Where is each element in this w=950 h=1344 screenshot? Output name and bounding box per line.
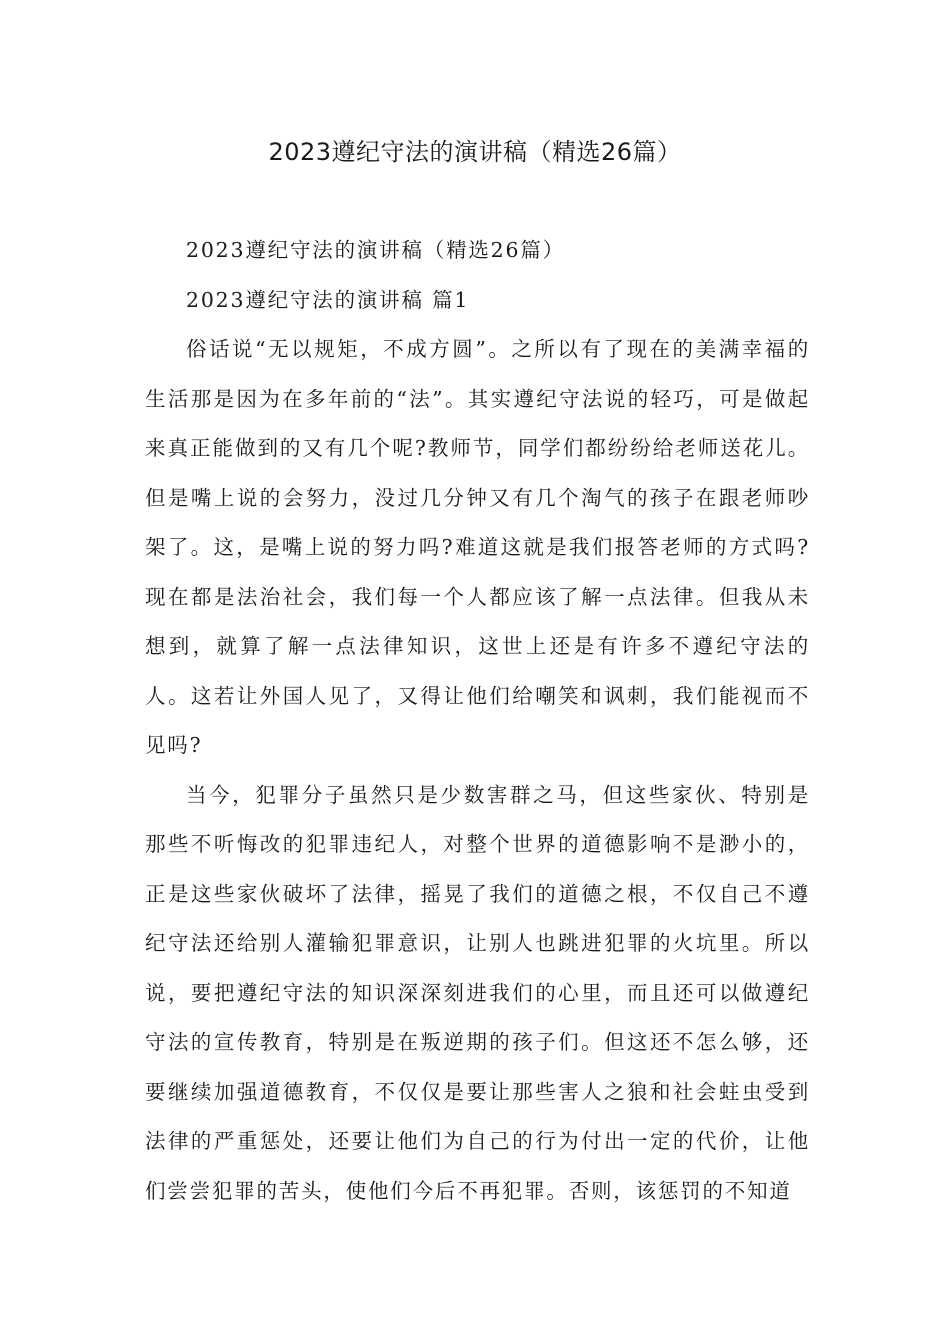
paragraph: 当今，犯罪分子虽然只是少数害群之马，但这些家伙、特别是那些不听悔改的犯罪违纪人，对整个世界的道德影响不是渺小的，正是这些家伙破坏了法律，摇晃了我们的道德之根，不仅自己不遵纪守法还给别人灌输犯罪意识，让别人也跳进犯罪的火坑里。所以说，要把遵纪守法的知识深深刻进我们的心里，而且还可以做遵纪守法的宣传教育，特别是在叛逆期的孩子们。但这还不怎么够，还要继续加强道德教育，不仅仅是要让那些害人之狼和社会蛀虫受到法律的严重惩处，还要让他们为自己的行为付出一定的代价，让他们尝尝犯罪的苦头，使他们今后不再犯罪。否则，该惩罚的不知道 bbox=[145, 782, 810, 1203]
section-heading: 2023遵纪守法的演讲稿 篇1 bbox=[186, 287, 470, 312]
paragraph: 俗话说“无以规矩，不成方圆”。之所以有了现在的美满幸福的生活那是因为在多年前的“法”。其实遵纪守法说的轻巧，可是做起来真正能做到的又有几个呢?教师节，同学们都纷纷给老师送花儿。但是嘴上说的会努力，没过几分钟又有几个淘气的孩子在跟老师吵架了。这，是嘴上说的努力吗?难道这就是我们报答老师的方式吗?现在都是法治社会，我们每一个人都应该了解一点法律。但我从未想到，就算了解一点法律知识，这世上还是有许多不遵纪守法的人。这若让外国人见了，又得让他们给嘲笑和讽刺，我们能视而不见吗? bbox=[145, 337, 810, 757]
document-body bbox=[145, 226, 810, 1216]
document-title: 2023遵纪守法的演讲稿（精选26篇） bbox=[268, 138, 682, 166]
document-subtitle: 2023遵纪守法的演讲稿（精选26篇） bbox=[186, 238, 565, 262]
